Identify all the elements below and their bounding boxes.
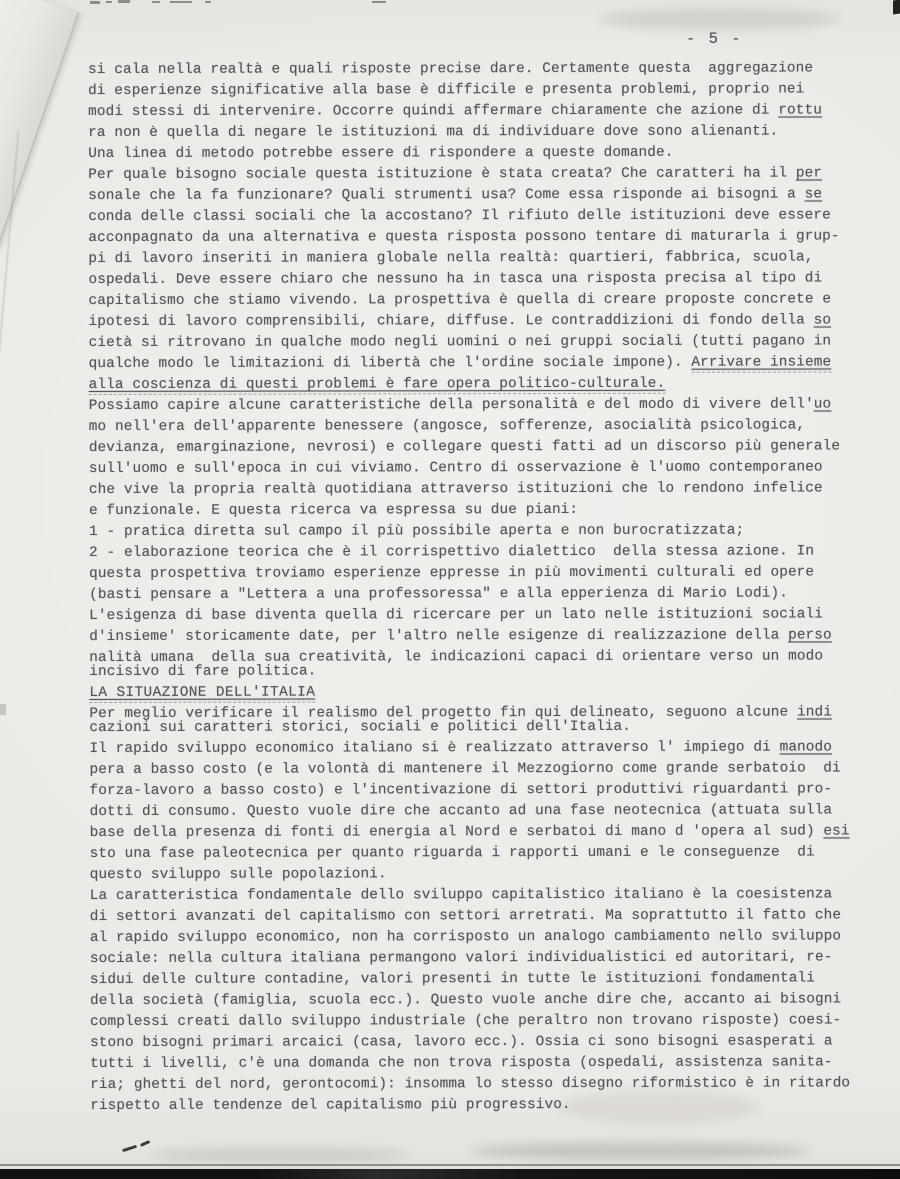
- text-line: sidui delle culture contadine, valori presenti in tutte le istituzioni fondamentali: [89, 970, 816, 988]
- text-line: ospedali. Deve essere chiaro che nessuno ha in tasca una risposta precisa al tipo di: [88, 270, 823, 288]
- text-line: questa prospettiva troviamo esperienze eppresse in più movimenti culturali ed opere: [89, 564, 815, 582]
- text-line: ipotesi di lavoro comprensibili, chiare, diffuse. Le contraddizioni di fondo della so: [88, 312, 832, 330]
- scanner-edge-band: [0, 1169, 900, 1179]
- text-line: conda delle classi sociali che la accostano? Il rifiuto delle istituzioni deve essere: [88, 207, 831, 225]
- text-line: forza-lavoro a basso costo) e l'incentivazione di settori produttivi riguardanti pro-: [89, 781, 833, 799]
- text-line: complessi creati dallo sviluppo industriale (che peraltro non trovano risposte) coesi-: [89, 1012, 842, 1030]
- text-line: alla coscienza di questi problemi è fare opera politico-culturale.: [88, 375, 666, 393]
- scan-edge-mark: [170, 1, 192, 3]
- text-line: Il rapido sviluppo economico italiano si è realizzato attraverso l' impiego di manodo: [89, 739, 833, 757]
- scan-smudge-top: [600, 8, 840, 30]
- text-line: della società (famiglia, scuola ecc.). Questo vuole anche dire che, accanto ai bisogni: [89, 991, 842, 1009]
- scan-smudge-bottom: [150, 1148, 410, 1162]
- text-line: ria; ghetti del nord, gerontocomi): insomma lo stesso disegno riformistico è in ritardo: [90, 1075, 851, 1093]
- text-line: Per quale bisogno sociale questa istituzione è stata creata? Che caratteri ha il per: [88, 165, 823, 183]
- text-line: sto una fase paleotecnica per quanto riguarda i rapporti umani e le conseguenze di: [89, 844, 815, 862]
- text-line: e funzionale. E questa ricerca va espressa su due piani:: [88, 501, 579, 519]
- text-line: si cala nella realtà e quali risposte precise dare. Certamente questa aggregazione: [88, 60, 814, 78]
- text-line: capitalismo che stiamo vivendo. La prospettiva è quella di creare proposte concrete e: [88, 291, 832, 309]
- text-line: dotti di consumo. Questo vuole dire che accanto ad una fase neotecnica (attuata sulla: [89, 802, 833, 820]
- text-line: devianza, emarginazione, nevrosi) e collegare questi fatti ad un discorso più generale: [88, 438, 841, 456]
- text-line: Possiamo capire alcune caratteristiche della personalità e del modo di vivere dell'uo: [88, 396, 832, 414]
- text-line: ra non è quella di negare le istituzioni ma di individuare dove sono alienanti.: [88, 123, 779, 141]
- text-line: di settori avanzati del capitalismo con settori arretrati. Ma soprattutto il fatto che: [89, 907, 842, 925]
- text-line: qualche modo le limitazioni di libertà che l'ordine sociale impone). Arrivare insieme: [88, 354, 832, 372]
- scan-edge-mark-left: [0, 704, 6, 715]
- text-line: sociale: nella cultura italiana permangono valori individualistici ed autoritari, re-: [89, 949, 833, 967]
- text-line: questo sviluppo sulle popolazioni.: [89, 866, 387, 883]
- text-line: modi stessi di intervenire. Occorre quindi affermare chiaramente che azione di rottu: [88, 102, 822, 120]
- text-line: incisivo di fare politica.: [89, 663, 317, 680]
- text-line: Una linea di metodo potrebbe essere di rispondere a queste domande.: [88, 144, 674, 162]
- text-line: La caratteristica fondamentale dello sviluppo capitalistico italiano è la coesistenza: [89, 886, 833, 904]
- scan-edge-mark: [372, 1, 386, 3]
- scanner-edge-line: [0, 1164, 900, 1166]
- text-line: sonale che la fa funzionare? Quali strumenti usa? Come essa risponde ai bisogni a se: [88, 186, 823, 204]
- pen-mark: [122, 1145, 137, 1152]
- text-line: sull'uomo e sull'epoca in cui viviamo. Centro di osservazione è l'uomo contemporaneo: [88, 459, 823, 477]
- text-line: che vive la propria realtà quotidiana attraverso istituzioni che lo rendono infelice: [88, 480, 823, 498]
- scan-edge-mark: [152, 1, 160, 3]
- scan-edge-mark: [90, 1, 100, 4]
- pen-mark: [140, 1140, 150, 1146]
- text-line: stono bisogni primari arcaici (casa, lavoro ecc.). Ossia ci sono bisogni esasperati a: [90, 1033, 833, 1051]
- scan-corner-mark: [893, 0, 900, 14]
- text-line: acconpagnato da una alternativa e questa risposta possono tentare di maturarla i grup-: [88, 228, 840, 246]
- text-line: tutti i livelli, c'è una domanda che non trova risposta (ospedali, assistenza sanita-: [90, 1054, 833, 1072]
- text-line: (basti pensare a "Lettera a una professoressa" e alla epperienza di Mario Lodi).: [89, 585, 789, 603]
- text-line: di esperienze significative alla base è difficile e presenta problemi, proprio nei: [88, 81, 805, 99]
- scan-edge-mark: [106, 1, 112, 3]
- text-line: d'insieme' storicamente date, per l'altro nelle esigenze di realizzazione della perso: [89, 627, 832, 645]
- scan-smudge-bottom: [470, 1142, 810, 1160]
- text-line: Per meglio verificare il realismo del progetto fin qui delineato, seguono alcune indi: [89, 704, 832, 722]
- section-heading: LA SITUAZIONE DELL'ITALIA: [89, 684, 316, 701]
- scan-smudge-bottom: [560, 1090, 760, 1124]
- text-line: nalità umana della sua creatività, le indicazioni capaci di orientare verso un modo: [89, 648, 824, 666]
- page-number: - 5 -: [686, 30, 743, 48]
- text-line: pera a basso costo (e la volontà di mantenere il Mezzogiorno come grande serbatoio di: [89, 760, 841, 778]
- text-line: 1 - pratica diretta sul campo il più possibile aperta e non burocratizzata;: [88, 522, 745, 540]
- text-line: L'esigenza di base diventa quella di ricercare per un lato nelle istituzioni sociali: [89, 606, 823, 624]
- scan-edge-mark: [118, 0, 130, 3]
- text-line: pi di lavoro inseriti in maniera globale nella realtà: quartieri, fabbrica, scuola,: [88, 249, 814, 267]
- text-line: cazioni sui caratteri storici, sociali e politici dell'Italia.: [89, 718, 632, 736]
- text-line: rispetto alle tendenze del capitalismo più progressivo.: [90, 1096, 571, 1114]
- text-line: cietà si ritrovano in qualche modo negli uomini o nei gruppi sociali (tutti pagano in: [88, 333, 832, 351]
- text-line: 2 - elaborazione teorica che è il corrispettivo dialettico della stessa azione. In: [89, 543, 815, 561]
- text-body: [88, 58, 870, 1117]
- scan-edge-mark: [205, 1, 211, 3]
- text-line: al rapido sviluppo economico, non ha corrisposto un analogo cambiamento nello sviluppo: [89, 928, 842, 946]
- text-line: base della presenza di fonti di energia al Nord e serbatoi di mano d 'opera al sud) esi: [89, 823, 850, 841]
- text-line: mo nell'era dell'apparente benessere (angosce, sofferenze, asocialità psicologica,: [88, 417, 806, 435]
